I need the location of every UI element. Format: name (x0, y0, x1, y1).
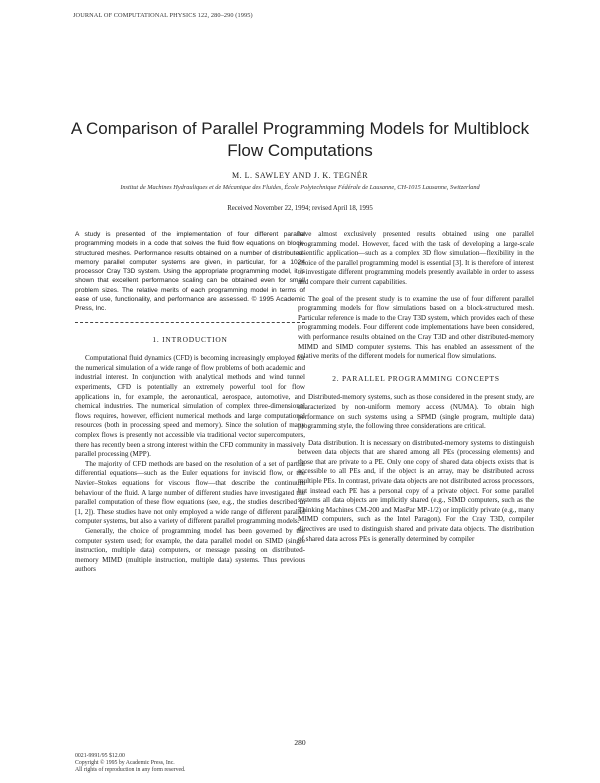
paragraph: Data distribution. It is necessary on distributed-memory systems to distinguish between data objects that are shared among all PEs (processing elements) and those that are private to a PE. Only one copy of shared data objects exists that is accessible to all PEs and, if the object is an array, may be distributed across multiple PEs. In contrast, private data objects are not distributed across processors, but instead each PE has a personal copy of a private object. For some parallel systems all data objects are implicitly shared (e.g., SIMD computers, such as the Thinking Machines CM-200 and MasPar MP-1/2) or implicitly private (e.g., many MIMD computers, such as the Intel Paragon). For the Cray T3D, compiler directives are used to distinguish shared and private data objects. The distribution of shared data across PEs is generally determined by compiler (298, 438, 534, 543)
paragraph: The majority of CFD methods are based on the resolution of a set of partial differential equations—such as the Euler equations for inviscid flow, or the Navier–Stokes equations for viscous flow—that describe the continuum behaviour of the fluid. A large number of different studies have investigated the parallel computation of these flow equations (see, e.g., the studies described in [1, 2]). These studies have not only employed a wide range of different parallel computer systems, but also a variety of different parallel programming models. (75, 459, 305, 526)
section-divider (75, 322, 305, 323)
paragraph: Generally, the choice of programming model has been governed by the computer system used; for example, the data parallel model on SIMD (single instruction, multiple data) computers, or message passing on distributed-memory MIMD (multiple instruction, multiple data) systems. Thus previous authors (75, 526, 305, 574)
right-column (298, 230, 534, 544)
authors: M. L. SAWLEY AND J. K. TEGNÉR (231, 171, 369, 180)
journal-header: JOURNAL OF COMPUTATIONAL PHYSICS 122, 280–290 (1995) (73, 12, 253, 19)
left-column (75, 230, 305, 575)
section-heading-introduction: 1. INTRODUCTION (152, 334, 228, 344)
paragraph: have almost exclusively presented results obtained using one parallel programming model. However, faced with the task of developing a large-scale scientific application—such as a complex 3D flow simulation—flexibility in the choice of the parallel programming model is essential [3]. It is therefore of interest to investigate different programming models presently available in order to assess and compare their current capabilities. (298, 230, 534, 286)
abstract: A study is presented of the implementation of four different parallel programming models in a code that solves the fluid flow equations on block-structured meshes. Performance results obtained on a number of distributed-memory parallel computer systems are given, in particular, for a 1024 processor Cray T3D system. Using the appropriate programming model, it is shown that excellent performance scaling can be obtained even for small problem sizes. The relative merits of each programming model in terms of ease of use, functionality, and performance are assessed. © 1995 Academic Press, Inc. (75, 231, 305, 313)
affiliation: Institut de Machines Hydrauliques et de Mécanique des Fluides, École Polytechnique Fédérale de Lausanne, CH-1015 Lausanne, Switzerland (120, 184, 480, 191)
paragraph: The goal of the present study is to examine the use of four different parallel programming models for flow simulations based on a block-structured mesh. Particular reference is made to the Cray T3D system, which provides each of these programming models. Four different code implementations have been considered, with performance results obtained on the Cray T3D and other distributed-memory MIMD and SIMD computer systems. This has enabled an assessment of the relative merits of the different models for numerical flow simulations. (298, 294, 534, 361)
section-heading-concepts: 2. PARALLEL PROGRAMMING CONCEPTS (332, 373, 500, 383)
copyright-footer (75, 753, 185, 774)
page-number: 280 (294, 738, 306, 747)
footer-line: All rights of reproduction in any form reserved. (75, 767, 186, 773)
paragraph: Computational fluid dynamics (CFD) is becoming increasingly employed for the numerical simulation of a wide range of flow problems of both academic and industrial interest. In conjunction with analytical methods and wind tunnel experiments, CFD is potentially an extremely powerful tool for flow applications in, for example, the aeronautical, aerospace, automotive, and chemical industries. The numerical simulation of complex three-dimensional flows requires, however, efficient numerical methods and large computational resources (both in processing speed and memory). Since the solution of many complex flows is presently not accessible via traditional vector supercomputers, there has recently been a strong interest within the CFD community in massively parallel processing (MPP). (75, 354, 305, 459)
paper-title: A Comparison of Parallel Programming Models for Multiblock Flow Computations (70, 119, 530, 160)
footer-line: 0021-9991/95 $12.00 (75, 753, 125, 759)
received-date: Received November 22, 1994; revised April 18, 1995 (227, 205, 373, 212)
paragraph: Distributed-memory systems, such as those considered in the present study, are characterized by non-uniform memory access (NUMA). To obtain high performance on such systems using a SPMD (single program, multiple data) programming style, the following three considerations are critical. (298, 393, 534, 431)
footer-line: Copyright © 1995 by Academic Press, Inc. (75, 760, 175, 766)
